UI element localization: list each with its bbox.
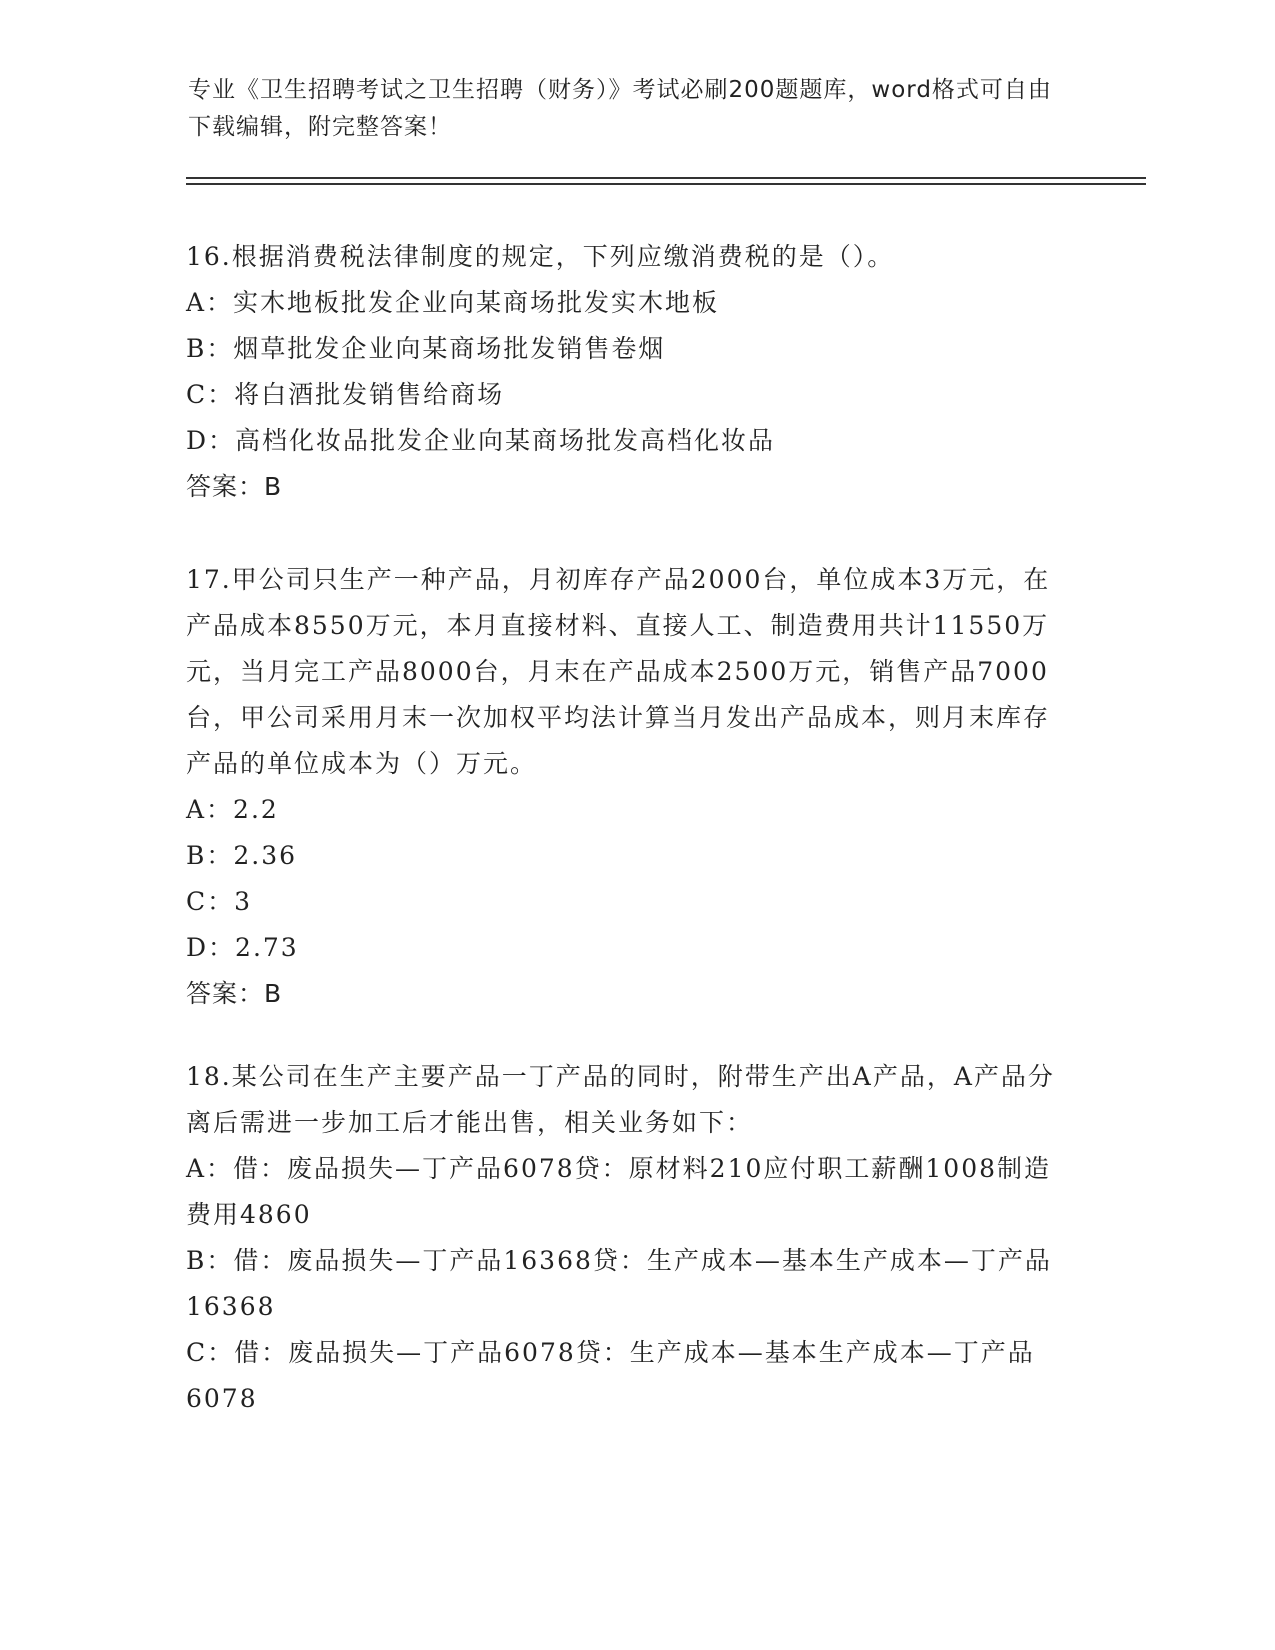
option-c: C：借：废品损失—丁产品6078贷：生产成本—基本生产成本—丁产品6078 bbox=[186, 1338, 1035, 1413]
question-text: 16.根据消费税法律制度的规定，下列应缴消费税的是（）。 bbox=[186, 242, 895, 271]
option-b: B：2.36 bbox=[186, 841, 298, 870]
question-text: 18.某公司在生产主要产品一丁产品的同时，附带生产出A产品，A产品分离后需进一步加工后才能出售，相关业务如下： bbox=[186, 1062, 1055, 1137]
question-17 bbox=[186, 557, 1076, 1017]
option-b: B：借：废品损失—丁产品16368贷：生产成本—基本生产成本—丁产品16368 bbox=[186, 1246, 1052, 1321]
question-16 bbox=[186, 234, 1076, 510]
header-divider-bottom bbox=[186, 183, 1146, 185]
option-a: A：借：废品损失—丁产品6078贷：原材料210应付职工薪酬1008制造费用4860 bbox=[186, 1154, 1052, 1229]
header-title: 专业《卫生招聘考试之卫生招聘（财务）》考试必刷200题题库，word格式可自由下载编辑，附完整答案！ bbox=[188, 77, 1052, 140]
document-header bbox=[188, 72, 1068, 146]
question-text: 17.甲公司只生产一种产品，月初库存产品2000台，单位成本3万元，在产品成本8550万元，本月直接材料、直接人工、制造费用共计11550万元，当月完工产品8000台，月末在产品成本2500万元，销售产品7000台，甲公司采用月末一次加权平均法计算当月发出产品成本，则月末库存产品的单位成本为（）万元。 bbox=[186, 565, 1051, 778]
option-a: A：2.2 bbox=[186, 795, 279, 824]
answer: 答案：B bbox=[186, 979, 283, 1008]
option-c: C：3 bbox=[186, 887, 253, 916]
option-d: D：2.73 bbox=[186, 933, 299, 962]
question-18 bbox=[186, 1054, 1076, 1422]
option-d: D：高档化妆品批发企业向某商场批发高档化妆品 bbox=[186, 426, 776, 455]
option-b: B：烟草批发企业向某商场批发销售卷烟 bbox=[186, 334, 666, 363]
option-a: A：实木地板批发企业向某商场批发实木地板 bbox=[186, 288, 720, 317]
answer: 答案：B bbox=[186, 472, 283, 501]
header-divider-top bbox=[186, 177, 1146, 179]
option-c: C：将白酒批发销售给商场 bbox=[186, 380, 505, 409]
